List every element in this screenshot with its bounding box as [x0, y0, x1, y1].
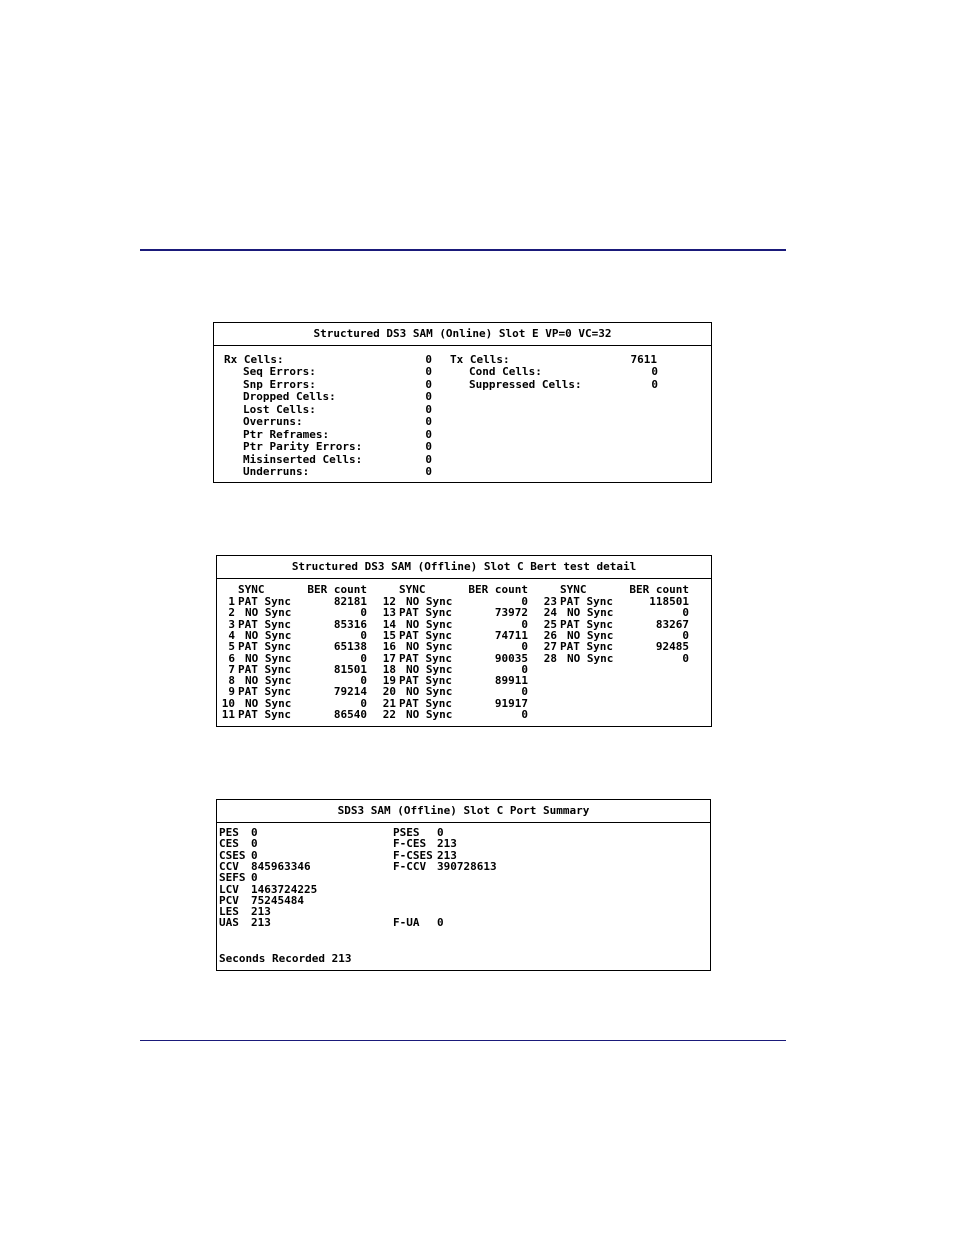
bert-detail-title: Structured DS3 SAM (Offline) Slot C Bert test detail: [217, 556, 711, 579]
port-stat-label: F-CCV: [393, 859, 427, 873]
tx-stat-value: 7611: [630, 353, 657, 366]
bert-sync-status: NO Sync: [406, 617, 453, 631]
rx-stat-label: Ptr Reframes:: [243, 427, 330, 441]
bert-ber-count: 0: [360, 606, 367, 620]
bert-channel-number: 15: [382, 628, 396, 642]
bert-ber-count: 85316: [333, 617, 367, 631]
bert-channel-number: 12: [382, 595, 396, 608]
bert-ber-count: 0: [682, 606, 689, 620]
rx-stat-label: Dropped Cells:: [243, 390, 336, 404]
port-stat-value: 1463724225: [251, 882, 318, 896]
bert-channel-number: 1: [228, 595, 235, 608]
bert-channel-number: 21: [382, 696, 396, 710]
bert-sync-status: PAT Sync: [399, 651, 452, 665]
port-stat-value: 0: [251, 848, 258, 862]
bert-ber-count: 0: [360, 674, 367, 688]
bert-sync-header: SYNC: [399, 583, 426, 596]
cell-stats-screen: [213, 322, 712, 483]
bert-channel-number: 5: [228, 640, 235, 654]
port-stat-value: 213: [437, 837, 457, 851]
tx-stat-label: Suppressed Cells:: [469, 377, 582, 391]
bert-sync-status: NO Sync: [406, 640, 453, 654]
bert-sync-status: PAT Sync: [238, 708, 291, 721]
bert-sync-status: PAT Sync: [560, 595, 613, 608]
port-stat-value: 0: [251, 826, 258, 839]
port-stat-value: 75245484: [251, 893, 304, 907]
bert-sync-status: PAT Sync: [399, 674, 452, 688]
rx-stat-label: Ptr Parity Errors:: [243, 440, 363, 454]
port-stat-value: 0: [251, 837, 258, 851]
bert-ber-count: 89911: [494, 674, 528, 688]
rx-stat-label: Overruns:: [243, 415, 303, 429]
bert-ber-count: 0: [521, 617, 528, 631]
bert-ber-count: 65138: [333, 640, 367, 654]
bert-ber-count: 86540: [333, 708, 367, 721]
tx-stat-value: 0: [651, 377, 658, 391]
f-ua-label: F-UA: [393, 916, 420, 930]
f-ua-value: 0: [437, 916, 444, 930]
bert-ber-header: BER count: [307, 583, 367, 596]
port-summary-title: SDS3 SAM (Offline) Slot C Port Summary: [217, 800, 710, 823]
rx-stat-label: Underruns:: [243, 465, 310, 479]
rx-stat-value: 0: [425, 427, 432, 441]
bert-sync-status: PAT Sync: [560, 640, 613, 654]
rx-stat-value: 0: [425, 415, 432, 429]
bert-sync-header: SYNC: [560, 583, 587, 596]
bert-channel-number: 6: [228, 651, 235, 665]
bert-ber-count: 81501: [333, 662, 367, 676]
bert-ber-count: 92485: [655, 640, 689, 654]
bert-channel-number: 25: [543, 617, 557, 631]
port-stat-label: SEFS: [219, 871, 246, 885]
bert-ber-count: 91917: [494, 696, 528, 710]
bert-channel-number: 9: [228, 685, 235, 699]
rx-stat-value: 0: [425, 452, 432, 466]
bert-channel-number: 11: [221, 708, 235, 721]
seconds-recorded: Seconds Recorded 213: [219, 952, 352, 965]
rx-stat-label: Rx Cells:: [224, 353, 284, 366]
bert-ber-header: BER count: [468, 583, 528, 596]
bert-channel-number: 4: [228, 628, 235, 642]
bert-sync-status: PAT Sync: [399, 696, 452, 710]
bert-ber-count: 0: [360, 628, 367, 642]
bert-ber-count: 0: [682, 651, 689, 665]
rx-stat-value: 0: [425, 365, 432, 379]
port-stat-value: 845963346: [251, 859, 311, 873]
bert-sync-status: PAT Sync: [238, 662, 291, 676]
port-stat-label: UAS: [219, 916, 239, 930]
bert-sync-status: NO Sync: [567, 606, 614, 620]
bert-ber-header: BER count: [629, 583, 689, 596]
port-stat-label: F-CSES: [393, 848, 433, 862]
bert-channel-number: 7: [228, 662, 235, 676]
bert-ber-count: 74711: [494, 628, 528, 642]
rx-stat-value: 0: [425, 353, 432, 366]
bert-sync-status: PAT Sync: [399, 606, 452, 620]
bert-sync-status: NO Sync: [245, 651, 292, 665]
bert-channel-number: 19: [382, 674, 396, 688]
rx-stat-label: Lost Cells:: [243, 402, 316, 416]
bert-sync-status: PAT Sync: [238, 617, 291, 631]
bert-ber-count: 0: [360, 696, 367, 710]
bert-channel-number: 20: [382, 685, 396, 699]
bert-ber-count: 83267: [655, 617, 689, 631]
footer-rule: [140, 1040, 786, 1041]
bert-sync-status: NO Sync: [406, 662, 453, 676]
bert-sync-status: PAT Sync: [238, 595, 291, 608]
bert-sync-status: PAT Sync: [238, 685, 291, 699]
bert-channel-number: 23: [543, 595, 557, 608]
bert-channel-number: 27: [543, 640, 557, 654]
rx-stat-value: 0: [425, 440, 432, 454]
bert-sync-status: NO Sync: [245, 628, 292, 642]
rx-stat-label: Snp Errors:: [243, 377, 316, 391]
port-stat-value: 0: [437, 826, 444, 839]
bert-sync-status: NO Sync: [406, 595, 453, 608]
bert-ber-count: 73972: [494, 606, 528, 620]
bert-detail-screen: [216, 555, 712, 727]
bert-channel-number: 10: [221, 696, 235, 710]
bert-sync-status: NO Sync: [245, 674, 292, 688]
tx-stat-value: 0: [651, 365, 658, 379]
bert-channel-number: 18: [382, 662, 396, 676]
bert-ber-count: 82181: [333, 595, 367, 608]
bert-ber-count: 79214: [333, 685, 367, 699]
bert-sync-status: PAT Sync: [238, 640, 291, 654]
bert-ber-count: 0: [521, 685, 528, 699]
bert-ber-count: 118501: [649, 595, 689, 608]
rx-stat-value: 0: [425, 402, 432, 416]
port-stat-value: 213: [437, 848, 457, 862]
rx-stat-label: Seq Errors:: [243, 365, 316, 379]
port-stat-label: PCV: [219, 893, 239, 907]
tx-stat-label: Cond Cells:: [469, 365, 542, 379]
bert-ber-count: 0: [521, 640, 528, 654]
bert-channel-number: 13: [382, 606, 396, 620]
bert-channel-number: 24: [543, 606, 557, 620]
bert-ber-count: 0: [521, 662, 528, 676]
bert-sync-status: NO Sync: [567, 651, 614, 665]
port-stat-value: 0: [251, 871, 258, 885]
port-stat-label: CCV: [219, 859, 239, 873]
tx-stat-label: Tx Cells:: [450, 353, 510, 366]
bert-ber-count: 90035: [494, 651, 528, 665]
bert-sync-status: NO Sync: [406, 708, 453, 721]
bert-channel-number: 28: [543, 651, 557, 665]
bert-ber-count: 0: [521, 708, 528, 721]
bert-channel-number: 22: [382, 708, 396, 721]
bert-channel-number: 16: [382, 640, 396, 654]
bert-sync-status: NO Sync: [245, 696, 292, 710]
port-stat-value: 213: [251, 916, 271, 930]
bert-channel-number: 3: [228, 617, 235, 631]
bert-sync-status: PAT Sync: [399, 628, 452, 642]
header-rule: [140, 249, 786, 251]
port-stat-label: LCV: [219, 882, 239, 896]
bert-channel-number: 2: [228, 606, 235, 620]
bert-sync-status: NO Sync: [406, 685, 453, 699]
rx-stat-value: 0: [425, 465, 432, 479]
rx-stat-value: 0: [425, 390, 432, 404]
port-stat-label: PSES: [393, 826, 420, 839]
bert-channel-number: 26: [543, 628, 557, 642]
port-stat-label: CES: [219, 837, 239, 851]
port-stat-label: F-CES: [393, 837, 427, 851]
bert-channel-number: 14: [382, 617, 396, 631]
bert-sync-status: NO Sync: [245, 606, 292, 620]
port-stat-label: PES: [219, 826, 239, 839]
bert-sync-header: SYNC: [238, 583, 265, 596]
port-stat-label: LES: [219, 905, 239, 919]
cell-stats-title: Structured DS3 SAM (Online) Slot E VP=0 VC=32: [214, 323, 711, 346]
port-stat-value: 390728613: [437, 859, 497, 873]
rx-stat-label: Misinserted Cells:: [243, 452, 363, 466]
bert-channel-number: 17: [382, 651, 396, 665]
port-stat-value: 213: [251, 905, 271, 919]
bert-ber-count: 0: [360, 651, 367, 665]
rx-stat-value: 0: [425, 377, 432, 391]
port-summary-screen: [216, 799, 711, 971]
bert-ber-count: 0: [682, 628, 689, 642]
bert-channel-number: 8: [228, 674, 235, 688]
port-stat-label: CSES: [219, 848, 246, 862]
bert-ber-count: 0: [521, 595, 528, 608]
bert-sync-status: PAT Sync: [560, 617, 613, 631]
bert-sync-status: NO Sync: [567, 628, 614, 642]
